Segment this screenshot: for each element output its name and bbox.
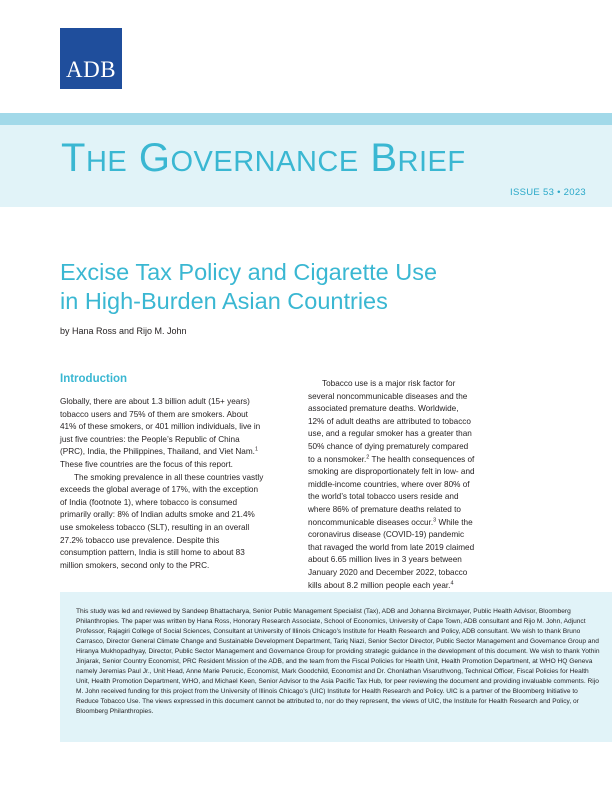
- section-heading-introduction: Introduction: [60, 373, 128, 385]
- logo-text: ADB: [65, 57, 117, 82]
- issue-number: ISSUE 53 • 2023: [510, 187, 586, 198]
- footnote-ref[interactable]: 4: [450, 579, 454, 586]
- paragraph: The smoking prevalence in all these countries vastly exceeds the global average of 17%, with the exception of India (footnote 1), where tobacco is consumed primarily orally: 8% of Indian adults smoke and 21.4% use smokeless tobacco (SLT), resulting in an overall 27.2% tobacco use prevalence. Despite this consumption pattern, India is still home to about 83 million smokers, second only to the PRC.: [60, 472, 264, 570]
- acknowledgment-text: This study was led and reviewed by Sandeep Bhattacharya, Senior Public Management Specialist (Tax), ADB and Johanna Birckmayer, Public Health Advisor, Bloomberg Philanthropies. The paper was written by Hana Ross, Honorary Research Associate, School of Economics, University of Cape Town, ADB consultant and Rijo M. John, Adjunct Professor, Rajagiri College of Social Sciences, Consultant at University of Illinois Chicago’s Institute for Health Research and Policy, ADB consultant. We wish to thank Bruno Carrasco, Director General Climate Change and Sustainable Development Department, Tariq Niazi, Senior Sector Director, Public Sector Management and Governance Group and Hiranya Mukhopadhyay, Director, Public Sector Management and Governance Group for providing strategic guidance in the development of this document. We wish to thank Yothin Jinjarak, Senior Country Economist, PRC Resident Mission of the ADB, and the team from the Fiscal Policies for Health Unit, Health Promotion Department, at WHO HQ Geneva namely Jeremias Paul Jr., Unit Head, Anne Marie Perucic, Economist, Mark Goodchild, Economist and Dr. Chonlathan Visaruthvong, Technical Officer, Fiscal Policies for Health Unit, Health Promotion Department, WHO, and Michael Keen, Senior Advisor to the Asia Pacific Tax Hub, for peer reviewing the document and providing invaluable comments. Rijo M. John received funding for this project from the University of Illinois Chicago’s (UIC) Institute for Health Research and Policy. UIC is a partner of the Bloomberg Initiative to Reduce Tobacco Use. The views expressed in this document cannot be attributed to, nor do they represent, the views of UIC, the Institute for Health Research and Policy, or Bloomberg Philanthropies.: [76, 608, 600, 715]
- paragraph: Globally, there are about 1.3 billion adult (15+ years) tobacco users and 75% of them are smokers. About 41% of these smokers, or 401 million individuals, live in just five countries: the People’s Republic of China (PRC), India, the Philippines, Thailand, and Viet Nam.$^1$ These five countries are the focus of this report.: [60, 397, 261, 469]
- footnote-ref[interactable]: 1: [254, 446, 258, 453]
- paragraph: Tobacco use is a major risk factor for several noncommunicable diseases and the associated premature deaths. Worldwide, 12% of adult deaths are attributed to tobacco use, and a regular smoker has a greater than 50% chance of dying prematurely compared to a nonsmoker.$^2$ The health consequences of smoking are disproportionately felt in low- and middle-income countries, where over 80% of the world’s total tobacco users reside and where 86% of premature deaths related to noncommunicable diseases occur.$^3$ While the coronavirus disease (COVID-19) pandemic that ravaged the world from late 2019 claimed about 6.65 million lives in 3 years between January 2020 and December 2022, tobacco kills about 8.2 million people each year.$^4$: [308, 379, 475, 590]
- footnote-ref[interactable]: 3: [433, 516, 437, 523]
- masthead-stripe: [0, 113, 612, 125]
- article-title: Excise Tax Policy and Cigarette Use in High-Burden Asian Countries: [60, 259, 438, 314]
- body-column-right: [308, 378, 476, 592]
- body-column-left: [60, 396, 266, 572]
- footnote-ref[interactable]: 2: [366, 453, 370, 460]
- publication-title: THE GOVERNANCE BRIEF: [61, 136, 466, 180]
- authors-line: by Hana Ross and Rijo M. John: [60, 326, 187, 336]
- adb-logo: [60, 28, 122, 89]
